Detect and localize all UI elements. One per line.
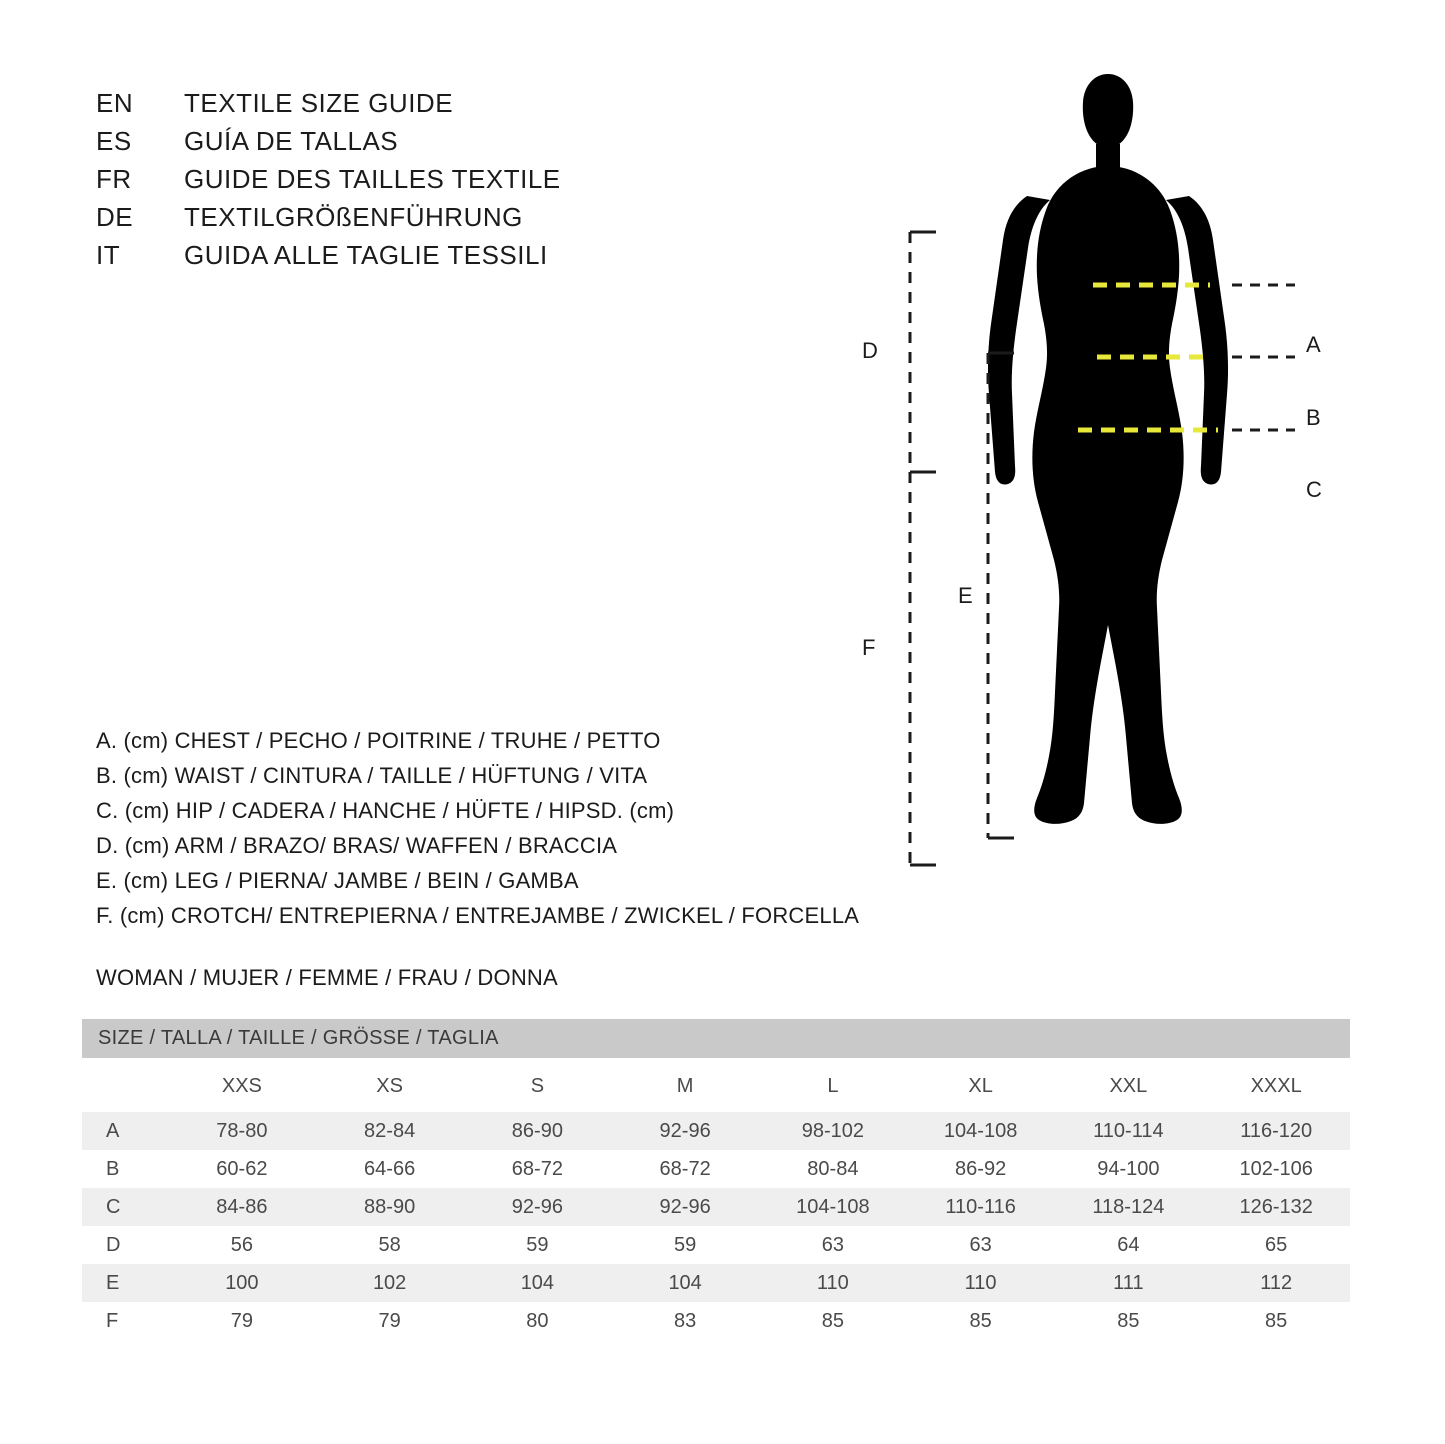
cell-a-xxl: 110-114 — [1055, 1112, 1203, 1150]
figure-svg — [840, 60, 1380, 900]
cell-c-s: 92-96 — [464, 1188, 612, 1226]
column-head-l: L — [759, 1058, 907, 1112]
cell-c-xxl: 118-124 — [1055, 1188, 1203, 1226]
table-title: SIZE / TALLA / TAILLE / GRÖSSE / TAGLIA — [82, 1019, 1350, 1058]
column-head-xl: XL — [907, 1058, 1055, 1112]
column-head-xxs: XXS — [168, 1058, 316, 1112]
table-row — [82, 1264, 1350, 1302]
title-block — [96, 88, 561, 278]
title-lang-en: EN — [96, 88, 134, 118]
legend-line-c: C. (cm) HIP / CADERA / HANCHE / HÜFTE / HIPSD. (cm) — [96, 798, 675, 823]
cell-b-xl: 86-92 — [907, 1150, 1055, 1188]
title-row-de — [96, 202, 561, 240]
measurement-figure — [840, 60, 1380, 900]
title-lang-fr: FR — [96, 164, 132, 194]
cell-d-xxs: 56 — [168, 1226, 316, 1264]
cell-b-xxs: 60-62 — [168, 1150, 316, 1188]
cell-c-l: 104-108 — [759, 1188, 907, 1226]
title-row-en — [96, 88, 561, 126]
cell-b-s: 68-72 — [464, 1150, 612, 1188]
row-label-a: A — [82, 1112, 168, 1150]
legend-line-f: F. (cm) CROTCH/ ENTREPIERNA / ENTREJAMBE / ZWICKEL / FORCELLA — [96, 903, 860, 928]
cell-a-l: 98-102 — [759, 1112, 907, 1150]
legend-line-e: E. (cm) LEG / PIERNA/ JAMBE / BEIN / GAMBA — [96, 868, 579, 893]
cell-a-xl: 104-108 — [907, 1112, 1055, 1150]
title-lang-de: DE — [96, 202, 134, 232]
column-head-xxl: XXL — [1055, 1058, 1203, 1112]
title-text-fr: GUIDE DES TAILLES TEXTILE — [184, 164, 561, 194]
cell-a-xs: 82-84 — [316, 1112, 464, 1150]
table-row — [82, 1188, 1350, 1226]
title-text-de: TEXTILGRÖßENFÜHRUNG — [184, 202, 523, 232]
column-head-m: M — [611, 1058, 759, 1112]
cell-e-xs: 102 — [316, 1264, 464, 1302]
cell-e-l: 110 — [759, 1264, 907, 1302]
title-lang-it: IT — [96, 240, 121, 270]
cell-d-xxxl: 65 — [1202, 1226, 1350, 1264]
legend-block — [96, 723, 859, 933]
callout-label-a: A — [1306, 332, 1321, 357]
column-head-xs: XS — [316, 1058, 464, 1112]
title-text-en: TEXTILE SIZE GUIDE — [184, 88, 454, 118]
table-row — [82, 1112, 1350, 1150]
cell-b-xxxl: 102-106 — [1202, 1150, 1350, 1188]
row-label-e: E — [82, 1264, 168, 1302]
column-head-s: S — [464, 1058, 612, 1112]
cell-c-xxxl: 126-132 — [1202, 1188, 1350, 1226]
title-row-it — [96, 240, 561, 278]
cell-e-s: 104 — [464, 1264, 612, 1302]
row-label-f: F — [82, 1302, 168, 1340]
title-row-fr — [96, 164, 561, 202]
cell-d-m: 59 — [611, 1226, 759, 1264]
cell-f-m: 83 — [611, 1302, 759, 1340]
cell-b-xxl: 94-100 — [1055, 1150, 1203, 1188]
table-row — [82, 1150, 1350, 1188]
cell-c-xxs: 84-86 — [168, 1188, 316, 1226]
bracket-d — [910, 232, 936, 472]
cell-e-m: 104 — [611, 1264, 759, 1302]
cell-d-xs: 58 — [316, 1226, 464, 1264]
cell-f-xl: 85 — [907, 1302, 1055, 1340]
legend-line-a: A. (cm) CHEST / PECHO / POITRINE / TRUHE / PETTO — [96, 728, 661, 753]
woman-silhouette-icon — [988, 74, 1228, 824]
bracket-f — [910, 472, 936, 865]
cell-f-l: 85 — [759, 1302, 907, 1340]
cell-e-xl: 110 — [907, 1264, 1055, 1302]
cell-b-l: 80-84 — [759, 1150, 907, 1188]
cell-d-l: 63 — [759, 1226, 907, 1264]
size-table-wrapper — [82, 1019, 1350, 1340]
cell-d-xl: 63 — [907, 1226, 1055, 1264]
bracket-label-e: E — [958, 583, 973, 608]
title-row-es — [96, 126, 561, 164]
legend-line-b: B. (cm) WAIST / CINTURA / TAILLE / HÜFTUNG / VITA — [96, 763, 648, 788]
corner-cell — [82, 1058, 168, 1112]
table-title-row — [82, 1019, 1350, 1058]
cell-f-xxl: 85 — [1055, 1302, 1203, 1340]
cell-e-xxl: 111 — [1055, 1264, 1203, 1302]
row-label-c: C — [82, 1188, 168, 1226]
cell-a-m: 92-96 — [611, 1112, 759, 1150]
cell-c-xs: 88-90 — [316, 1188, 464, 1226]
table-header-bar — [82, 1019, 1350, 1058]
table-row — [82, 1302, 1350, 1340]
bracket-label-f: F — [862, 635, 876, 660]
gender-label: WOMAN / MUJER / FEMME / FRAU / DONNA — [96, 965, 558, 990]
cell-e-xxxl: 112 — [1202, 1264, 1350, 1302]
callout-label-c: C — [1306, 477, 1322, 502]
legend-line-d: D. (cm) ARM / BRAZO/ BRAS/ WAFFEN / BRACCIA — [96, 833, 618, 858]
cell-f-s: 80 — [464, 1302, 612, 1340]
size-table — [82, 1019, 1350, 1340]
cell-f-xxxl: 85 — [1202, 1302, 1350, 1340]
cell-f-xxs: 79 — [168, 1302, 316, 1340]
cell-f-xs: 79 — [316, 1302, 464, 1340]
cell-b-xs: 64-66 — [316, 1150, 464, 1188]
cell-d-s: 59 — [464, 1226, 612, 1264]
title-text-it: GUIDA ALLE TAGLIE TESSILI — [184, 240, 548, 270]
row-label-d: D — [82, 1226, 168, 1264]
callout-label-b: B — [1306, 405, 1321, 430]
cell-a-xxxl: 116-120 — [1202, 1112, 1350, 1150]
cell-c-xl: 110-116 — [907, 1188, 1055, 1226]
table-column-head-row — [82, 1058, 1350, 1112]
cell-c-m: 92-96 — [611, 1188, 759, 1226]
cell-e-xxs: 100 — [168, 1264, 316, 1302]
row-label-b: B — [82, 1150, 168, 1188]
title-lang-es: ES — [96, 126, 132, 156]
title-text-es: GUÍA DE TALLAS — [184, 126, 399, 156]
cell-b-m: 68-72 — [611, 1150, 759, 1188]
bracket-label-d: D — [862, 338, 878, 363]
table-row — [82, 1226, 1350, 1264]
column-head-xxxl: XXXL — [1202, 1058, 1350, 1112]
cell-a-xxs: 78-80 — [168, 1112, 316, 1150]
cell-a-s: 86-90 — [464, 1112, 612, 1150]
cell-d-xxl: 64 — [1055, 1226, 1203, 1264]
